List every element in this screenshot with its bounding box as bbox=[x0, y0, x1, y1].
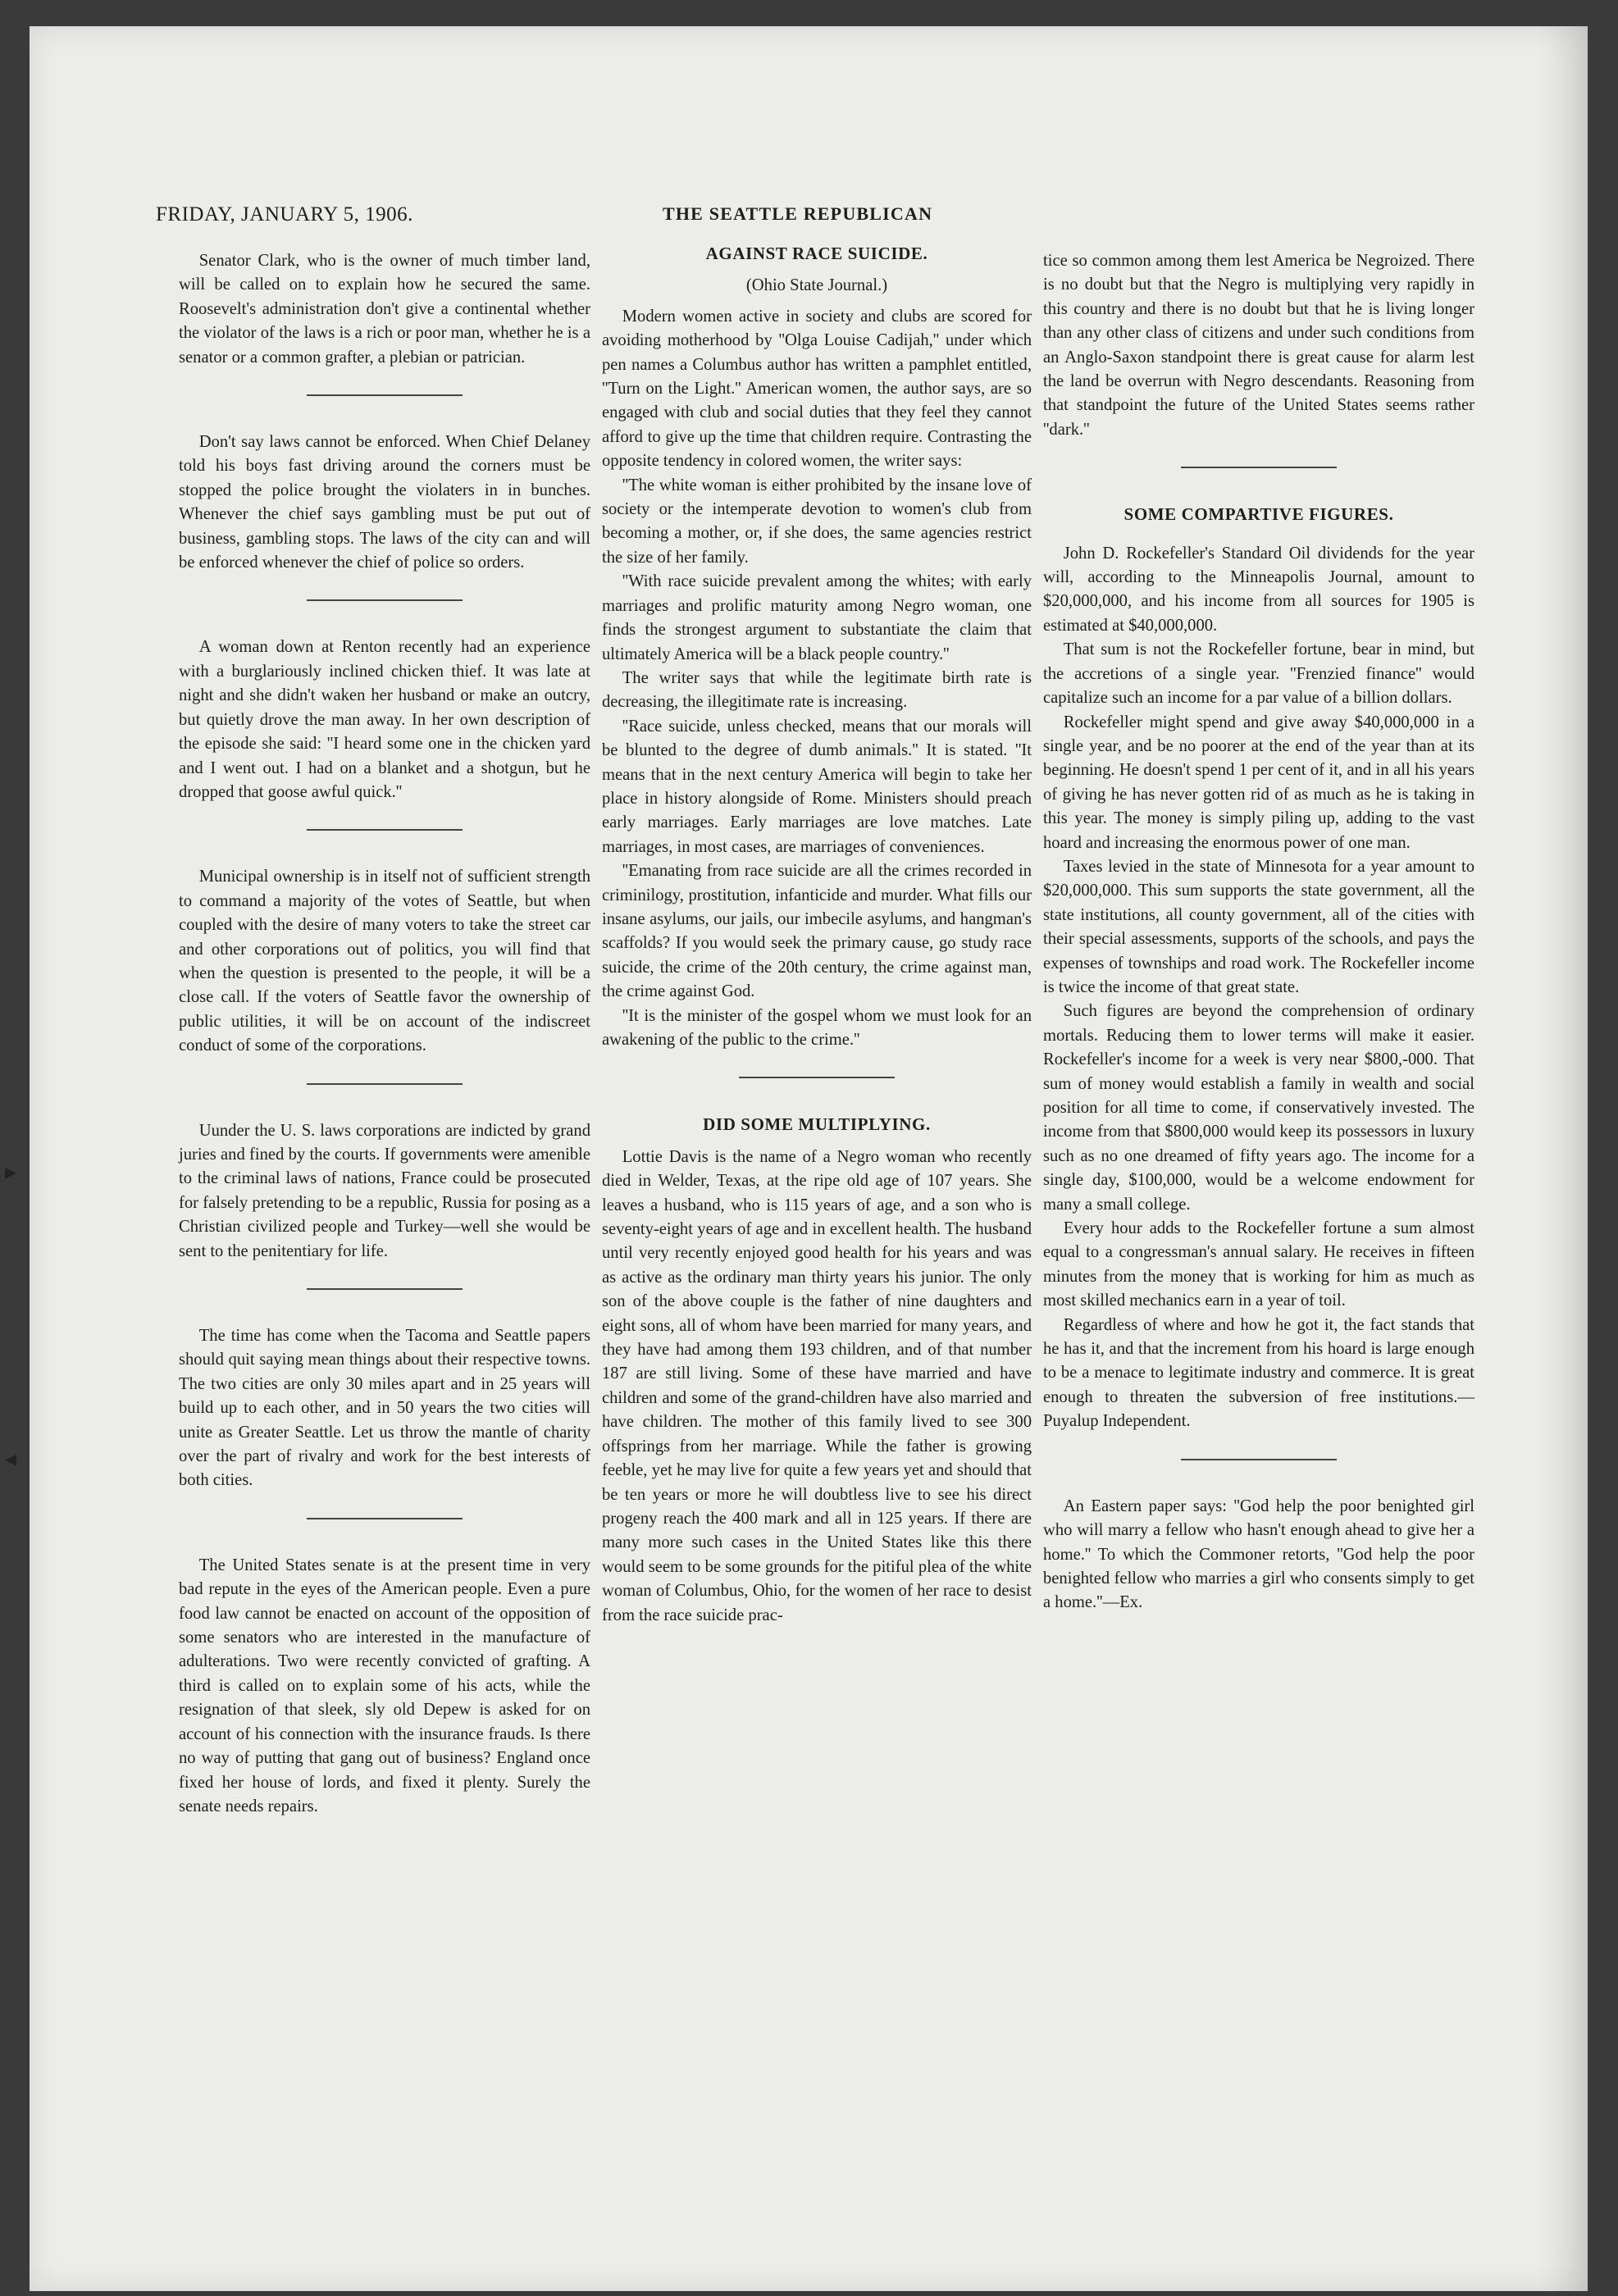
editorial-tacoma-seattle: The time has come when the Tacoma and Seattle papers should quit saying mean things about their respective towns. The two cities are only 30 miles apart and in 25 years will build up to each other, and in 50 years the two cities will unite as Greater Seattle. Let us throw the mantle of charity over the part of rivalry and work for the best interests of both cities. bbox=[179, 1327, 590, 1490]
editorial-renton-woman: A woman down at Renton recently had an experience with a burglariously inclined chicken thief. It was late at night and she didn't waken her husband or make an outcry, but quietly drove the man away. In her own description of the episode she said: ''I heard some one in the chicken yard and I went out. I had on a blanket and a shotgun, but he dropped that goose awful quick.'' bbox=[179, 638, 590, 801]
separator-rule bbox=[307, 1288, 463, 1290]
column-2 bbox=[602, 242, 1032, 1628]
separator-rule bbox=[1181, 467, 1337, 468]
newspaper-page bbox=[5, 26, 1588, 2291]
article-paragraph: Regardless of where and how he got it, the fact stands that he has it, and that the increment from his hoard is large enough to be a menace to legitimate industry and commerce. It is great enough to threaten the subversion of free institutions.—Puyalup Independent. bbox=[1043, 1315, 1474, 1431]
editorial-senate: The United States senate is at the present time in very bad repute in the eyes of the American people. Even a pure food law cannot be enacted on account of the opposition of some senators who are interested in the manufacture of adulterations. Two were recently convicted of grafting. A third is called on to explain some of his acts, while the resignation of that sleek, sly old Depew is asked for on account of his connection with the insurance frauds. Is there no way of putting that gang out of business? England once fixed her house of lords, and fixed it plenty. Surely the senate needs repairs. bbox=[179, 1556, 590, 1815]
article-paragraph: Taxes levied in the state of Minnesota for a year amount to $20,000,000. This sum supports the state government, all the state institutions, all county government, all of the cities with their special assessments, supports of the schools, and pays the expenses of townships and road work. The Rockefeller income is twice the income of that great state. bbox=[1043, 857, 1474, 996]
article-heading-multiplying: DID SOME MULTIPLYING. bbox=[703, 1114, 931, 1135]
margin-ink-mark: ▸ bbox=[5, 1158, 17, 1185]
editorial-senator-clark: Senator Clark, who is the owner of much timber land, will be called on to explain how he secured the same. Roosevelt's administration don't give a continental whether the violator of the laws is a rich or poor man, whether he is a senator or a common grafter, a plebian or patrician. bbox=[179, 252, 590, 367]
article-paragraph: Every hour adds to the Rockefeller fortune a sum almost equal to a congressman's annual salary. He receives in fifteen minutes from the money that is working for him as much as most skilled mechanics earn in a year of toil. bbox=[1043, 1219, 1474, 1310]
article-paragraph: Modern women active in society and clubs are scored for avoiding motherhood by ''Olga Louise Cadijah,'' under which pen names a Columbus author has written a pamphlet entitled, ''Turn on the Light.'' American women, the author says, are so engaged with club and social duties that they feel they cannot afford to give up the time that children require. Contrasting the opposite tendency in colored women, the writer says: bbox=[602, 307, 1032, 471]
article-paragraph: Lottie Davis is the name of a Negro woman who recently died in Welder, Texas, at the ripe old age of 107 years. She leaves a husband, who is 115 years of age, and a son who is seventy-eight years of age and in excellent health. The husband until very recently enjoyed good health for his years and was as active as the ordinary man thirty years his junior. The only son of the above couple is the father of nine daughters and eight sons, all of whom have been married for many years, and they have had among them 193 children, and of that number 187 are still living. Some of these have married and have children and some of the grand-children have also married and have children. The mother of this family lived to see 300 offsprings from her marriage. While the father is growing feeble, yet he may live for quite a few years yet and should that be ten years or more he will doubtless live to see his direct progeny reach the 400 mark and all in 125 years. If there are many more such cases in the United States like this there would seem to be some grounds for the pitiful plea of the white woman of Columbus, Ohio, for the women of her race to desist from the race suicide prac- bbox=[602, 1147, 1032, 1624]
article-paragraph: Such figures are beyond the comprehension of ordinary mortals. Reducing them to lower terms will make it easier. Rockefeller's income for a week is very near $800,-000. That sum of money would establish a family in wealth and social position for all time to come, if conservatively invested. The income from that $800,000 would keep its possessors in luxury such as no one dreamed of fifty years ago. The income for a single day, $100,000, would be a welcome endowment for many a small college. bbox=[1043, 1002, 1474, 1214]
separator-rule bbox=[307, 394, 463, 396]
separator-rule bbox=[307, 599, 463, 601]
article-paragraph: That sum is not the Rockefeller fortune, bear in mind, but the accretions of a single year. ''Frenzied finance'' would capitalize such an income for a par value of a billion dollars. bbox=[1043, 640, 1474, 708]
column-3 bbox=[1043, 249, 1474, 1615]
article-paragraph: ''With race suicide prevalent among the whites; with early marriages and prolific maturity among Negro woman, one finds the strongest argument to substantiate the claim that ultimately America will be a black people country.'' bbox=[602, 572, 1032, 663]
article-source: (Ohio State Journal.) bbox=[745, 276, 888, 295]
article-heading-race-suicide: AGAINST RACE SUICIDE. bbox=[705, 244, 928, 263]
article-paragraph: ''Emanating from race suicide are all the crimes recorded in criminilogy, prostitution, infanticide and murder. What fills our insane asylums, our jails, our imbecile asylums, and hangman's scaffolds? If you would seek the primary cause, go study race suicide, the crime of the 20th century, the crime against man, the crime against God. bbox=[602, 862, 1032, 1001]
separator-rule bbox=[307, 829, 463, 831]
page-edge-shadow bbox=[1538, 26, 1588, 2291]
article-paragraph: ''It is the minister of the gospel whom we must look for an awakening of the public to the crime.'' bbox=[602, 1006, 1032, 1049]
article-heading-figures: SOME COMPARTIVE FIGURES. bbox=[1123, 504, 1394, 525]
article-paragraph: ''Race suicide, unless checked, means that our morals will be blunted to the degree of dumb animals.'' It is stated. ''It means that in the next century America will begin to take her place in history alongside of Rome. Ministers should preach early marriages. Early marriages are love matches. Late marriages, in most cases, are marriages of conveniences. bbox=[602, 717, 1032, 856]
article-eastern-paper: An Eastern paper says: ''God help the poor benighted girl who will marry a fellow who hasn't enough ahead to give her a home.'' To which the Commoner retorts, ''God help the poor benighted fellow who marries a girl who consents simply to get a home.''—Ex. bbox=[1043, 1496, 1474, 1612]
issue-date: FRIDAY, JANUARY 5, 1906. bbox=[156, 203, 413, 226]
newspaper-title: THE SEATTLE REPUBLICAN bbox=[663, 203, 933, 224]
article-continuation: tice so common among them lest America be Negroized. There is no doubt but that the Negro is multiplying very rapidly in this country and there is no doubt but that he is living longer than any other class of citizens and under such conditions from an Anglo-Saxon standpoint there is great cause for alarm lest the land be overrun with Negro descendants. Reasoning from that standpoint the future of the United States seems rather ''dark.'' bbox=[1043, 252, 1474, 439]
article-paragraph: Rockefeller might spend and give away $40,000,000 in a single year, and be no poorer at the end of the year than at its beginning. He doesn't spend 1 per cent of it, and in all his years of giving he has never gotten rid of as much as he is taking in this year. The money is simply piling up, adding to the vast hoard and increasing the enormous power of one man. bbox=[1043, 713, 1474, 852]
column-1 bbox=[179, 249, 590, 1819]
separator-rule bbox=[1181, 1459, 1337, 1460]
article-paragraph: The writer says that while the legitimate birth rate is decreasing, the illegitimate rate is increasing. bbox=[602, 668, 1032, 712]
separator-rule bbox=[739, 1077, 895, 1078]
article-paragraph: John D. Rockefeller's Standard Oil dividends for the year will, according to the Minneapolis Journal, amount to $20,000,000, and his income from all sources for 1905 is estimated at $40,000,000. bbox=[1043, 544, 1474, 635]
editorial-laws-enforced: Don't say laws cannot be enforced. When Chief Delaney told his boys fast driving around the corners must be stopped the police brought the violaters in in bunches. Whenever the chief says gambling must be put out of business, gambling stops. The laws of the city can and will be enforced whenever the chief of police so orders. bbox=[179, 433, 590, 572]
editorial-municipal-ownership: Municipal ownership is in itself not of sufficient strength to command a majority of the votes of Seattle, but when coupled with the desire of many voters to take the street car and other corporations out of politics, you will find that when the question is presented to the people, it will be a close call. If the voters of Seattle favor the ownership of public utilities, it will be on account of the indiscreet conduct of some of the corporations. bbox=[179, 868, 590, 1055]
separator-rule bbox=[307, 1083, 463, 1085]
editorial-corporations: Uunder the U. S. laws corporations are indicted by grand juries and fined by the courts. If governments were amenible to the criminal laws of nations, France could be prosecuted for falsely pretending to be a republic, Russia for posing as a Christian civilized people and Turkey—well she would be sent to the penitentiary for life. bbox=[179, 1121, 590, 1260]
article-paragraph: ''The white woman is either prohibited by the insane love of society or the intemperate devotion to women's club from becoming a mother, or, if she does, the same agencies restrict the size of her family. bbox=[602, 476, 1032, 567]
separator-rule bbox=[307, 1518, 463, 1519]
margin-ink-mark: ◂ bbox=[5, 1445, 17, 1472]
